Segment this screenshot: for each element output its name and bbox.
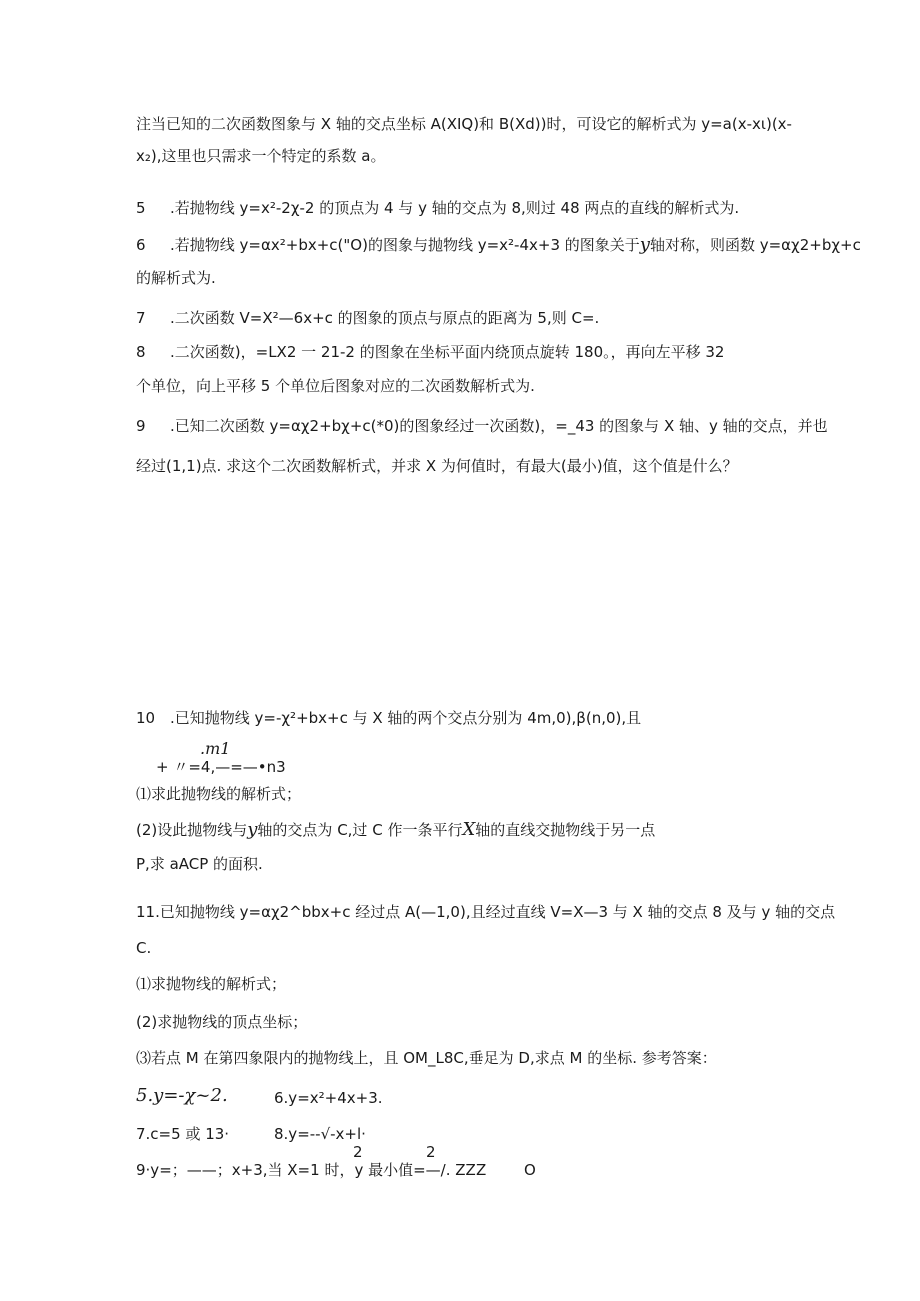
problem-8-line-2: 个单位，向上平移 5 个单位后图象对应的二次函数解析式为.	[136, 377, 535, 395]
answer-8: 8.y=--√-x+l·	[274, 1125, 366, 1143]
variable-x: X	[462, 819, 476, 840]
problem-9	[136, 416, 828, 436]
variable-y: y	[639, 234, 650, 255]
problem-number: 7	[136, 309, 146, 327]
problem-11: 11.已知抛物线 y=αχ2^bbx+c 经过点 A(—1,0),且经过直线 V=X—3 与 X 轴的交点 8 及与 y 轴的交点	[136, 903, 836, 921]
problem-number: 8	[136, 343, 146, 361]
answer-6: 6.y=x²+4x+3.	[274, 1089, 383, 1107]
problem-number: 9	[136, 417, 146, 435]
problem-7	[136, 308, 599, 328]
condition-fraction-top: .m1	[200, 739, 231, 758]
problem-text-cont: 轴对称，则函数 y=αχ2+bχ+c	[649, 236, 861, 254]
variable-y: y	[247, 819, 258, 840]
note-line-2: x₂),这里也只需求一个特定的系数 a。	[136, 147, 386, 165]
problem-number: 6	[136, 236, 146, 254]
problem-6	[136, 235, 861, 255]
problem-text: .二次函数 V=X²—6x+c 的图象的顶点与原点的距离为 5,则 C=.	[170, 309, 600, 327]
problem-8	[136, 342, 724, 362]
problem-text: .若抛物线 y=αx²+bx+c("O)的图象与抛物线 y=x²-4x+3 的图象关于	[170, 236, 640, 254]
problem-11-line-2: C.	[136, 939, 152, 957]
problem-5	[136, 198, 739, 218]
problem-11-q1: ⑴求抛物线的解析式；	[136, 975, 287, 993]
problem-9-line-2: 经过(1,1)点. 求这个二次函数解析式，并求 X 为何值时，有最大(最小)值，这个值是什么？	[136, 457, 738, 475]
problem-6-line-2: 的解析式为.	[136, 269, 216, 287]
problem-text: .已知抛物线 y=-χ²+bx+c 与 X 轴的两个交点分别为 4m,0),β(n,0),且	[170, 709, 642, 727]
condition-fraction-bottom: + 〃=4,—=—•n3	[156, 758, 286, 776]
answer-superscript-1: 2	[353, 1143, 363, 1161]
answer-7: 7.c=5 或 13·	[136, 1125, 230, 1143]
answer-9: 9·y=；——；x+3,当 X=1 时，y 最小值=—/. ZZ	[136, 1161, 476, 1179]
problem-10	[136, 708, 641, 728]
answer-5: 5.y=-χ~2.	[136, 1085, 228, 1106]
problem-number: 5	[136, 199, 146, 217]
note-line-1: 注当已知的二次函数图象与 X 轴的交点坐标 A(XIQ)和 B(Xd))时，可设它的解析式为 y=a(x-xι)(x-	[136, 115, 792, 133]
problem-11-q2: (2)求抛物线的顶点坐标；	[136, 1013, 308, 1031]
answer-9-o: O	[524, 1161, 536, 1179]
answer-superscript-2: 2	[426, 1143, 436, 1161]
answer-9-z: Z	[476, 1161, 487, 1179]
problem-text: .若抛物线 y=x²-2χ-2 的顶点为 4 与 y 轴的交点为 8,则过 48 两点的直线的解析式为.	[170, 199, 740, 217]
problem-10-q2-line-2: P,求 aACP 的面积.	[136, 855, 263, 873]
problem-11-q3: ⑶若点 M 在第四象限内的抛物线上，且 OM_L8C,垂足为 D,求点 M 的坐标. 参考答案：	[136, 1049, 717, 1067]
q2-text-b: 轴的交点为 C,过 C 作一条平行	[257, 821, 463, 839]
problem-10-q2	[136, 820, 655, 840]
q2-text-a: (2)设此抛物线与	[136, 821, 248, 839]
problem-number: 10	[136, 709, 156, 727]
q2-text-c: 轴的直线交抛物线于另一点	[475, 821, 656, 839]
problem-10-q1: ⑴求此抛物线的解析式；	[136, 785, 302, 803]
problem-text: .已知二次函数 y=αχ2+bχ+c(*0)的图象经过一次函数)，=_43 的图象与 X 轴、y 轴的交点，并也	[170, 417, 828, 435]
problem-text: .二次函数)，=LX2 一 21-2 的图象在坐标平面内绕顶点旋转 180。，再向左平移 32	[170, 343, 725, 361]
